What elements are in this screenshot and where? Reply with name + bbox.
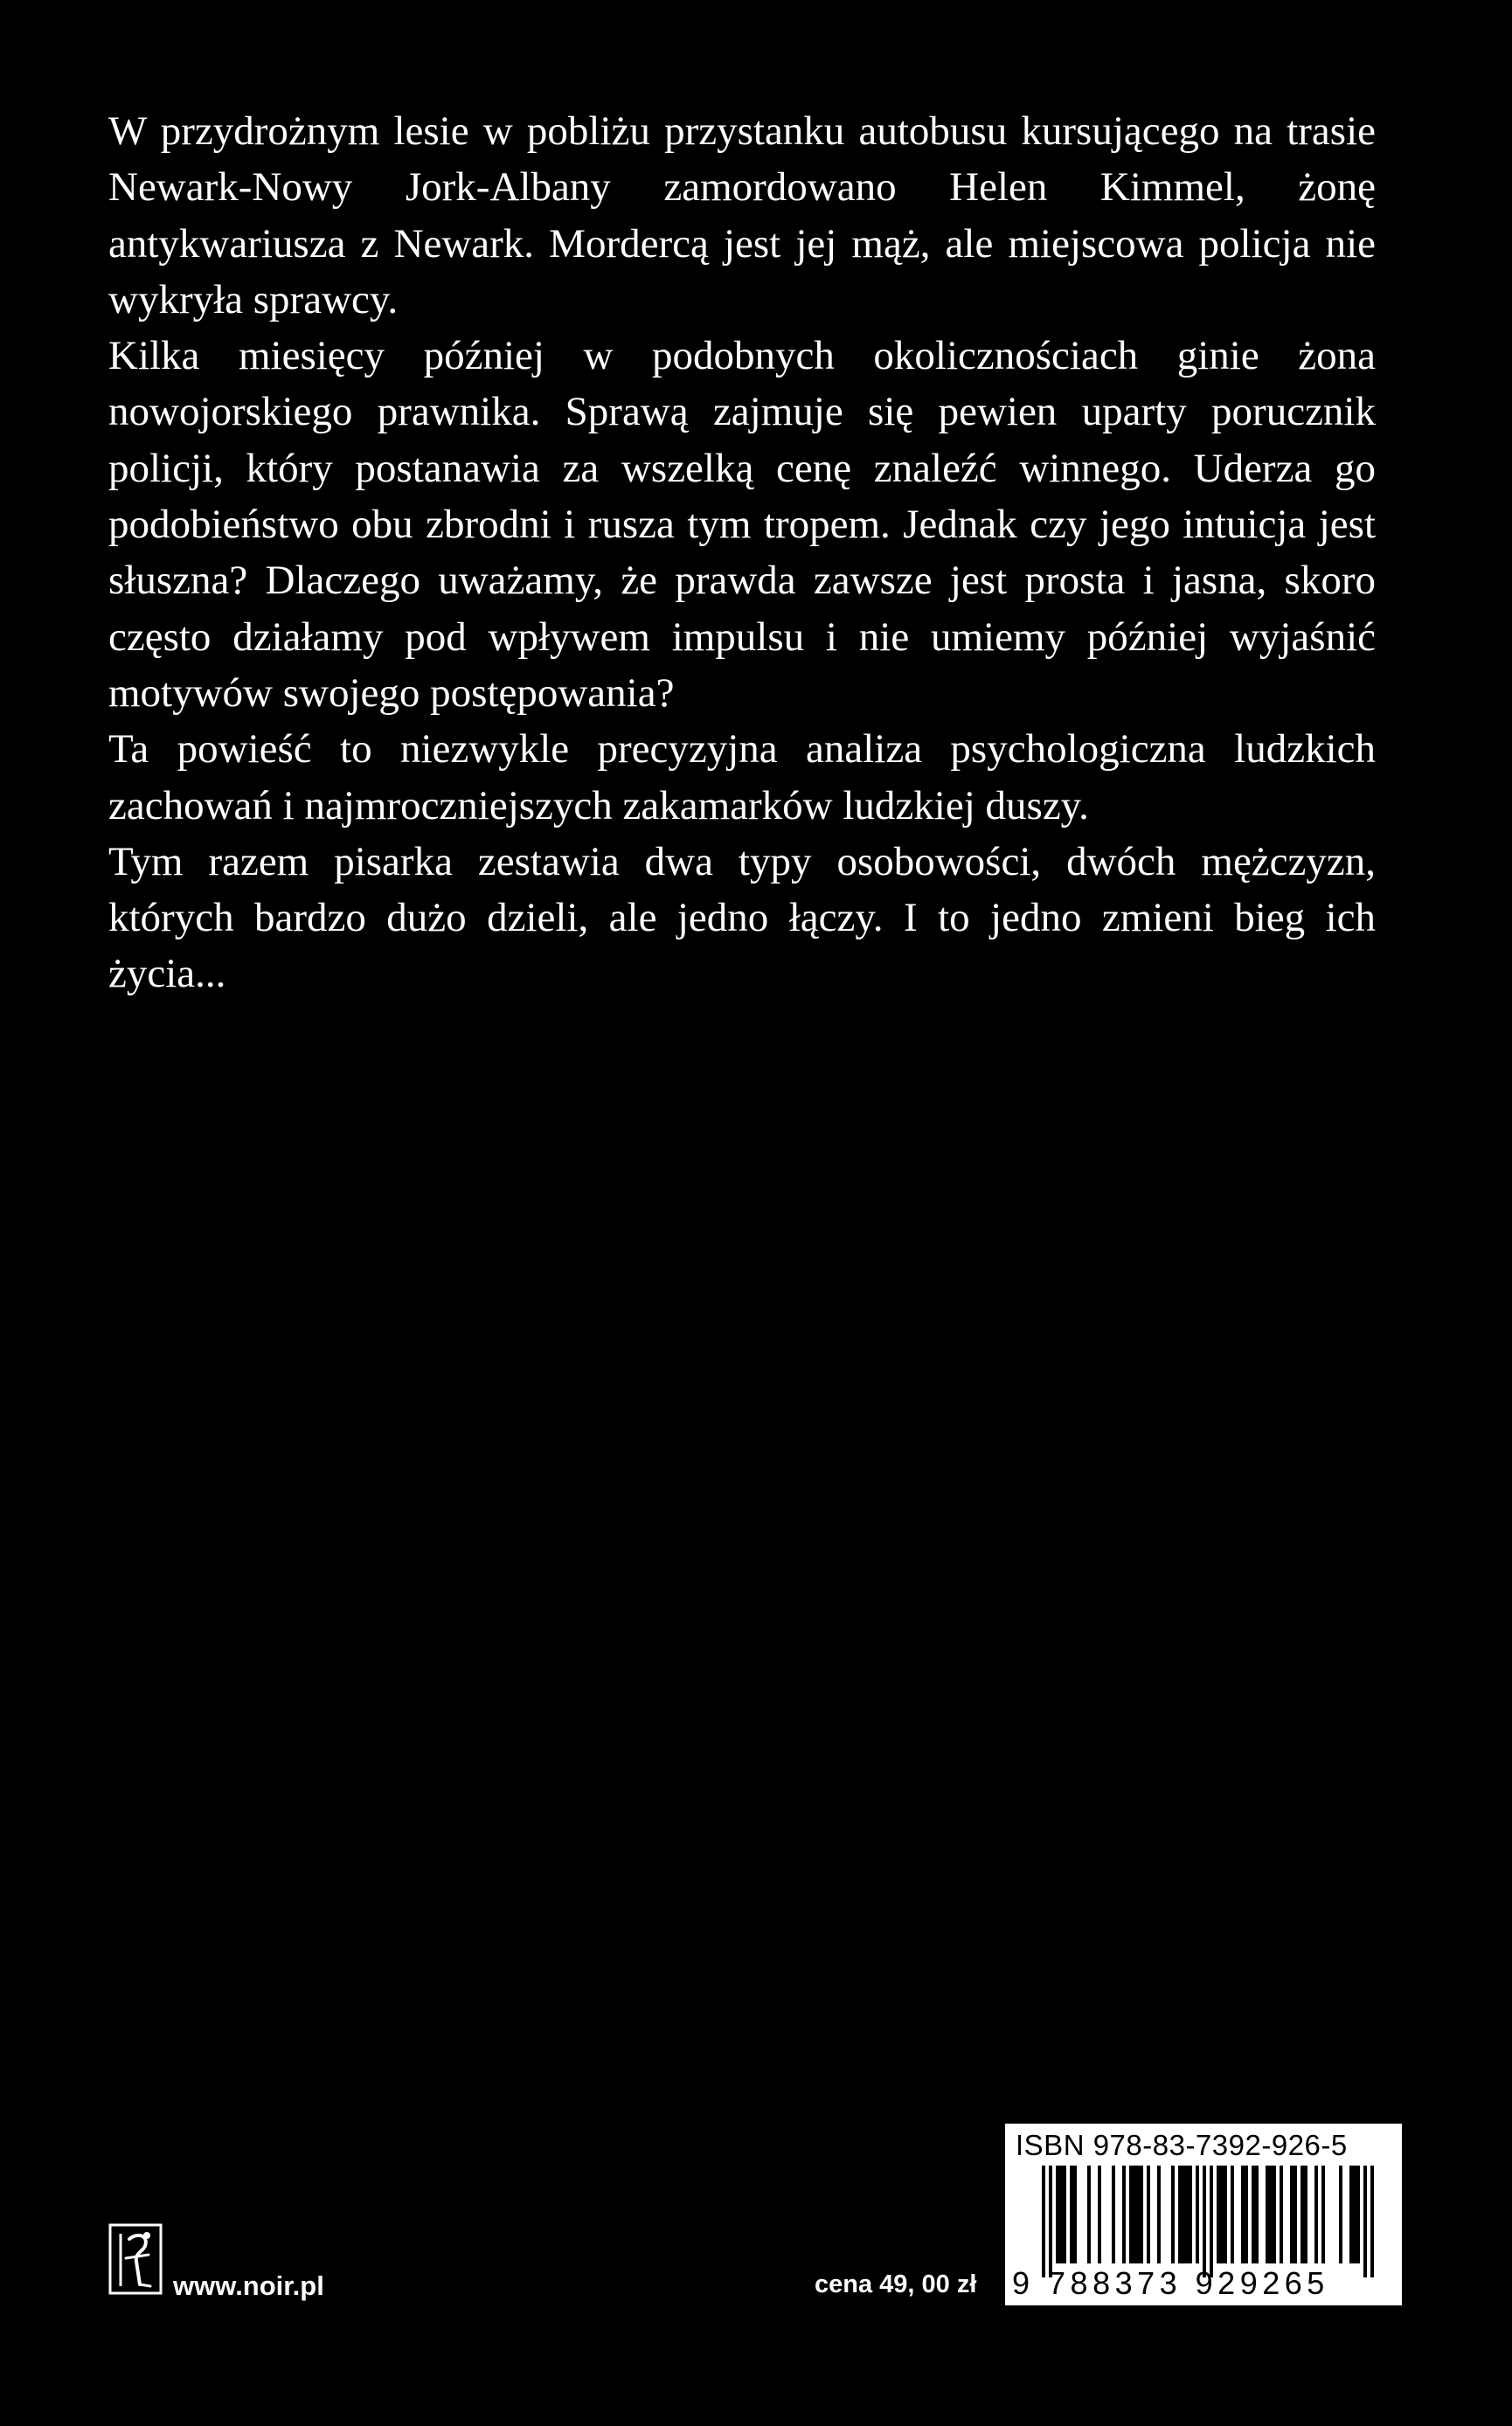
barcode-bar [1353, 2166, 1356, 2263]
barcode-bar [1049, 2166, 1052, 2277]
barcode-bar [1290, 2166, 1294, 2263]
barcode-bar [1210, 2166, 1213, 2277]
barcode-bar [1304, 2166, 1307, 2263]
barcode-bar [1178, 2166, 1182, 2263]
barcode-bar [1070, 2166, 1073, 2263]
barcode-bar [1300, 2166, 1304, 2263]
barcode-bar [1370, 2166, 1374, 2277]
back-cover-blurb [108, 103, 1376, 1002]
blurb-paragraph: Tym razem pisarka zestawia dwa typy osobowości, dwóch mężczyzn, których bardzo dużo dzieli, ale jedno łączy. I to jedno zmieni bieg ich życia... [108, 838, 1376, 997]
barcode-bar [1349, 2166, 1353, 2263]
publisher-logo-icon-graphic [108, 2223, 163, 2295]
barcode-bar [1140, 2166, 1143, 2263]
barcode-bar [1217, 2166, 1220, 2263]
publisher-logo-icon [108, 2223, 163, 2295]
barcode-bar [1203, 2166, 1206, 2277]
barcode-bar [1321, 2166, 1325, 2263]
barcode-bar [1098, 2166, 1101, 2263]
barcode-bar [1059, 2166, 1063, 2263]
barcode-bar [1255, 2166, 1259, 2263]
barcode-bar [1122, 2166, 1126, 2263]
barcode-bar [1245, 2166, 1248, 2263]
blurb-paragraph: Ta powieść to niezwykle precyzyjna analiza psychologiczna ludzkich zachowań i najmroczniejszych zakamarków ludzkiej duszy. [108, 726, 1376, 828]
barcode-bar [1136, 2166, 1140, 2263]
barcode-bar [1231, 2166, 1234, 2263]
isbn-label: ISBN 978-83-7392-926-5 [1016, 2129, 1348, 2161]
barcode-bar [1182, 2166, 1185, 2263]
barcode-bar [1224, 2166, 1227, 2263]
barcode-bar [1241, 2166, 1245, 2263]
barcode-bar [1314, 2166, 1318, 2263]
blurb-paragraph: Kilka miesięcy później w podobnych okolicznościach ginie żona nowojorskiego prawnika. Sprawą zajmuje się pewien uparty porucznik policji, który postanawia za wszelką cenę znaleźć winnego. Uderza go podobieństwo obu zbrodni i rusza tym tropem. Jednak czy jego intuicja jest słuszna? Dlaczego uważamy, że prawda zawsze jest prosta i jasna, skoro często działamy pod wpływem impulsu i nie umiemy później wyjaśnić motywów swojego postępowania? [108, 333, 1376, 716]
barcode-bar [1356, 2166, 1360, 2263]
price-label: cena 49, 00 zł [815, 2270, 977, 2298]
barcode-bar [1112, 2166, 1115, 2263]
barcode-bar [1294, 2166, 1297, 2263]
barcode-bar [1196, 2166, 1199, 2263]
barcode-bar [1073, 2166, 1077, 2263]
barcode-bar [1185, 2166, 1189, 2263]
barcode-bar [1269, 2166, 1273, 2263]
barcode-bar [1087, 2166, 1091, 2263]
barcode-digits: 9 788373 929265 [1012, 2265, 1329, 2301]
barcode-bar [1273, 2166, 1276, 2263]
barcode-bar [1220, 2166, 1224, 2263]
publisher-website: www.noir.pl [173, 2270, 324, 2301]
barcode-bar [1189, 2166, 1192, 2263]
barcode-bar [1363, 2166, 1367, 2277]
isbn-barcode [1005, 2124, 1402, 2305]
barcode-bar [1042, 2166, 1045, 2277]
barcode-bar [1171, 2166, 1175, 2263]
barcode-bar [1133, 2166, 1136, 2263]
barcode-bar [1252, 2166, 1255, 2263]
barcode-bar [1063, 2166, 1066, 2263]
barcode-bar [1157, 2166, 1161, 2263]
barcode-bar [1280, 2166, 1283, 2263]
barcode-bar [1147, 2166, 1150, 2263]
barcode-bar [1266, 2166, 1269, 2263]
barcode-bar [1339, 2166, 1342, 2263]
barcode-bar [1129, 2166, 1133, 2263]
blurb-paragraph: W przydrożnym lesie w pobliżu przystanku autobusu kursującego na trasie Newark-Nowy Jork-Albany zamordowano Helen Kimmel, żonę antykwariusza z Newark. Mordercą jest jej mąż, ale miejscowa policja nie wykryła sprawcy. [108, 108, 1376, 322]
barcode-bar [1056, 2166, 1059, 2263]
